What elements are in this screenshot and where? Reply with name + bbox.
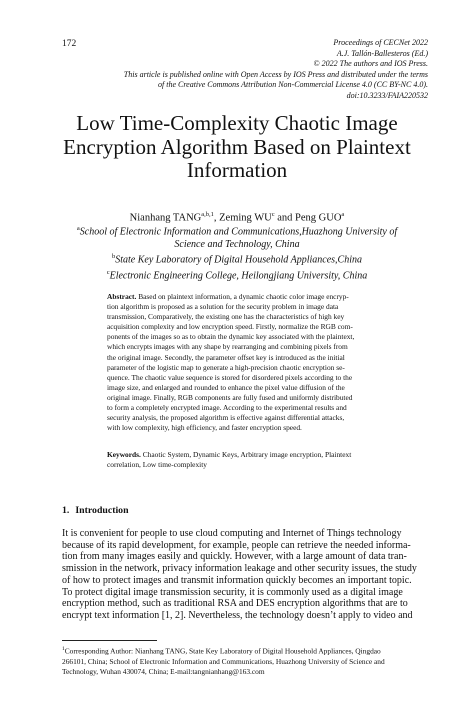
section-title: Introduction — [75, 505, 129, 516]
affiliation-text: State Key Laboratory of Digital Household Appliances,China — [115, 254, 362, 266]
title-line: Information — [186, 158, 288, 182]
footnote-line: Technology, Wuhan 430074, China; E-mail:tangnianhang@163.com — [62, 666, 265, 676]
footnote-mark: 1 — [62, 646, 65, 652]
footnote-divider — [62, 640, 157, 641]
proceedings-line: © 2022 The authors and IOS Press. — [313, 59, 428, 69]
keywords-line: correlation, Low time-complexity — [107, 460, 207, 470]
author-name: and Peng GUO — [274, 212, 342, 224]
proceedings-info — [48, 38, 428, 102]
proceedings-line: of the Creative Commons Attribution Non-Commercial License 4.0 (CC BY-NC 4.0). — [158, 80, 428, 90]
section-heading — [62, 505, 135, 516]
abstract-line: with low complexity, high efficiency, and faster encryption speed. — [107, 423, 302, 433]
abstract-label: Abstract. — [107, 292, 137, 301]
proceedings-line: This article is published online with Open Access by IOS Press and distributed under the terms — [123, 69, 428, 79]
footnote-line: 266101, China; School of Electronic Information and Communications, Huazhong University of Science and — [62, 656, 385, 666]
footnote-text: Corresponding Author: Nianhang TANG, State Key Laboratory of Digital Household Appliances, Qingdao — [64, 646, 381, 656]
abstract — [107, 292, 367, 433]
paper-title — [40, 112, 434, 183]
abstract-line: image size, and enlarged and rounded to enhance the pixel value diffusion of the — [107, 382, 345, 392]
body-line: tion from many images easily and quickly. However, with a large amount of data tran- — [62, 551, 407, 563]
author-affiliation-mark: a — [341, 211, 345, 218]
affiliations — [40, 223, 434, 283]
section-number: 1. — [62, 505, 70, 516]
title-line: Low Time-Complexity Chaotic Image — [76, 111, 398, 135]
title-line: Encryption Algorithm Based on Plaintext — [63, 134, 411, 159]
introduction-body — [62, 528, 438, 622]
affiliation — [40, 251, 434, 267]
abstract-line: to form a completely encrypted image. According to the experimental results and — [107, 403, 347, 413]
body-line: encryption method, such as traditional RSA and DES encryption algorithms that are to — [62, 598, 408, 610]
affiliation-text: School of Electronic Information and Communications,Huazhong University of — [79, 226, 398, 238]
body-line: of how to protect images and transmit information quickly becomes an important topic. — [62, 574, 412, 586]
keywords-text: Chaotic System, Dynamic Keys, Arbitrary image encryption, Plaintext — [140, 450, 352, 459]
abstract-line — [107, 292, 367, 302]
footnote-line — [62, 644, 438, 657]
abstract-line: which encrypts images with any shape by rearranging and combining pixels from — [107, 342, 348, 352]
body-line: To protect digital image transmission security, it is commonly used as a digital image — [62, 586, 403, 598]
author-affiliation-mark: c — [271, 211, 275, 218]
abstract-line: quence. The chaotic value sequence is stored for disordered pixels according to the — [107, 372, 353, 382]
body-line: smission in the network, privacy information leakage and other security issues, the study — [62, 563, 417, 575]
proceedings-line: Proceedings of CECNet 2022 — [333, 38, 428, 47]
author-affiliation-mark: a,b,1 — [201, 211, 214, 218]
affiliation-text: Electronic Engineering College, Heilongjiang University, China — [109, 270, 368, 282]
abstract-line: ponents of the images so as to obtain the dynamic key associated with the plaintext, — [107, 332, 355, 342]
affiliation-mark: c — [106, 269, 110, 277]
abstract-line: tion algorithm is proposed as a solution for the security problem in image data — [107, 302, 339, 312]
keywords-label: Keywords. — [107, 450, 141, 459]
affiliation — [40, 267, 434, 283]
abstract-line: parameter of the logistic map to generate a high-precision chaotic encryption se- — [107, 362, 345, 372]
body-line: It is convenient for people to use cloud computing and Internet of Things technology — [62, 528, 402, 539]
abstract-line: security analysis, the proposed algorithm is effective against differential attacks, — [107, 413, 345, 423]
abstract-line: acquisition complexity and low encryption speed. Firstly, normalize the RGB com- — [107, 322, 353, 332]
doi-line: doi:10.3233/FAIA220532 — [346, 90, 428, 100]
affiliation-continued: Science and Technology, China — [174, 238, 300, 250]
author-name: Nianhang TANG — [129, 212, 202, 224]
abstract-line: transmission, Comparatively, the existing one has the characteristics of high key — [107, 312, 345, 322]
abstract-text: Based on plaintext information, a dynamic chaotic color image encryp- — [136, 292, 349, 301]
proceedings-line: A.J. Tallón-Ballesteros (Ed.) — [336, 48, 428, 58]
keywords — [107, 450, 367, 470]
keywords-line — [107, 450, 367, 460]
body-line: encrypt text information [1, 2]. Nevertheless, the technology doesn’t apply to video and — [62, 609, 413, 621]
abstract-line: the original image. Secondly, the parameter offset key is introduced as the initial — [107, 352, 345, 362]
abstract-line: original image. Finally, RGB components are fully fused and uniformly distributed — [107, 392, 353, 402]
body-line: because of its rapid development, for example, people can retrieve the needed informa- — [62, 539, 411, 551]
affiliation-mark: a — [76, 225, 80, 232]
affiliation — [40, 223, 434, 239]
author-name: , Zeming WU — [213, 212, 272, 224]
affiliation-mark: b — [112, 253, 116, 261]
page-number: 172 — [62, 39, 77, 49]
footnote — [62, 644, 438, 677]
